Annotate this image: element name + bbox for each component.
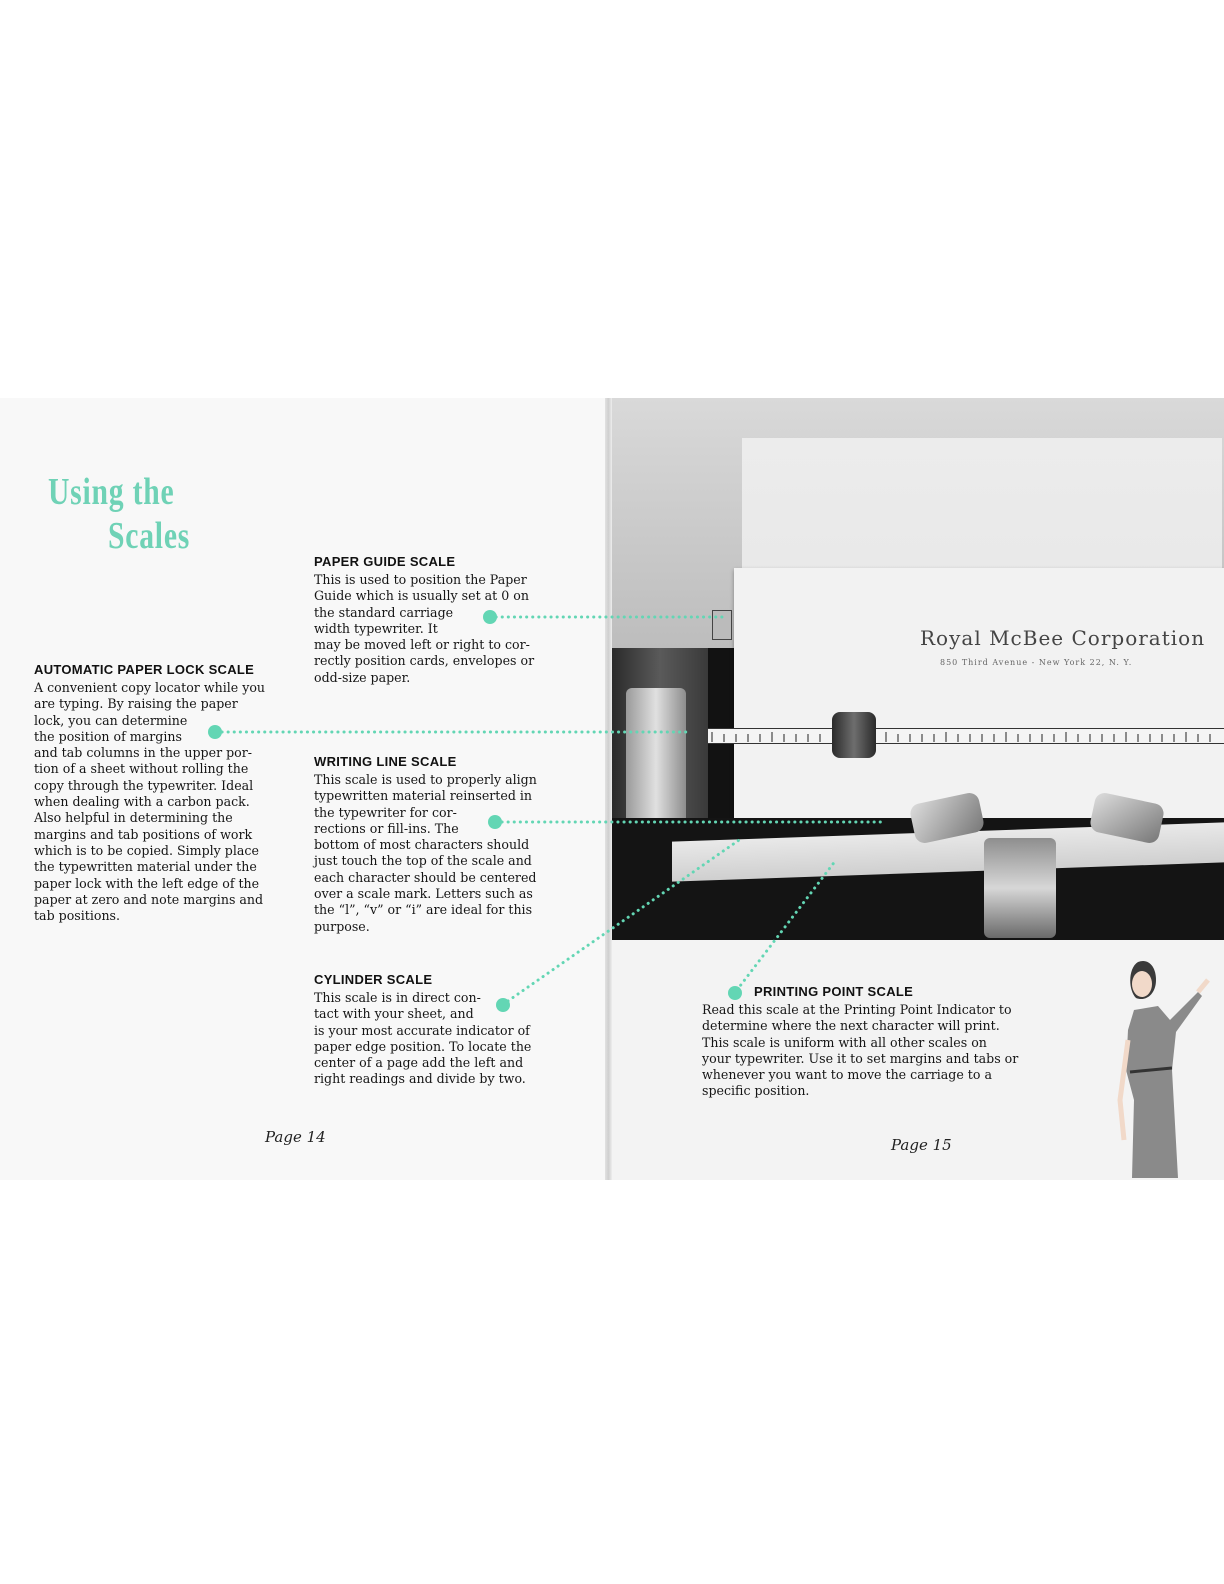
text-line: paper at zero and note margins and: [34, 891, 264, 907]
text-line: determine where the next character will print.: [702, 1018, 1000, 1034]
printing-point-callout-dot: [728, 986, 742, 1000]
text-line: tion of a sheet without rolling the: [34, 761, 249, 777]
text-line: rectly position cards, envelopes or: [314, 653, 535, 669]
text-line: typewritten material reinserted in: [314, 788, 533, 804]
paper-guide-callout-dot: [483, 610, 497, 624]
paper-lock-callout-dot: [208, 725, 222, 739]
text-line: purpose.: [314, 918, 370, 934]
cylinder-heading: CYLINDER SCALE: [314, 972, 433, 987]
text-line: margins and tab positions of work: [34, 826, 253, 842]
text-line: width typewriter. It: [314, 620, 438, 636]
paper-guide-heading: PAPER GUIDE SCALE: [314, 554, 456, 569]
text-line: are typing. By raising the paper: [34, 696, 238, 712]
text-line: the typewriter for cor-: [314, 804, 457, 820]
text-line: may be moved left or right to cor-: [314, 637, 530, 653]
text-line: lock, you can determine: [34, 712, 188, 728]
text-line: This scale is uniform with all other scales on: [702, 1034, 987, 1050]
text-line: Read this scale at the Printing Point Indicator to: [702, 1002, 1012, 1017]
text-line: which is to be copied. Simply place: [34, 842, 259, 858]
page-number-right: Page 15: [891, 1136, 952, 1154]
cylinder-callout-dot: [496, 998, 510, 1012]
text-line: center of a page add the left and: [314, 1055, 524, 1071]
text-line: A convenient copy locator while you: [34, 680, 266, 695]
page-number-left: Page 14: [265, 1128, 326, 1146]
pointing-woman-illustration: [1098, 950, 1218, 1178]
text-line: tact with your sheet, and: [314, 1006, 474, 1022]
text-line: bottom of most characters should: [314, 837, 530, 853]
cylinder-leader: [508, 838, 742, 1001]
writing-line-heading: WRITING LINE SCALE: [314, 754, 457, 769]
text-line: the “l”, “v” or “i” are ideal for this: [314, 902, 533, 918]
text-line: This scale is used to properly align: [314, 772, 537, 787]
text-line: odd-size paper.: [314, 669, 411, 685]
text-line: the position of margins: [34, 728, 182, 744]
text-line: tab positions.: [34, 908, 121, 924]
text-line: over a scale mark. Letters such as: [314, 886, 533, 902]
text-line: paper edge position. To locate the: [314, 1038, 532, 1054]
text-line: whenever you want to move the carriage to a: [702, 1067, 992, 1083]
text-line: Also helpful in determining the: [34, 810, 233, 826]
text-line: Guide which is usually set at 0 on: [314, 588, 529, 604]
text-line: just touch the top of the scale and: [314, 853, 532, 869]
text-line: paper lock with the left edge of the: [34, 875, 260, 891]
text-line: specific position.: [702, 1083, 810, 1099]
text-line: and tab columns in the upper por-: [34, 745, 253, 761]
text-line: This scale is in direct con-: [314, 990, 481, 1005]
text-line: rections or fill-ins. The: [314, 820, 459, 836]
printing-point-leader: [737, 860, 836, 990]
text-line: copy through the typewriter. Ideal: [34, 777, 254, 793]
text-line: when dealing with a carbon pack.: [34, 794, 250, 810]
text-line: each character should be centered: [314, 869, 537, 885]
paper-lock-heading: AUTOMATIC PAPER LOCK SCALE: [34, 662, 255, 677]
writing-line-callout-dot: [488, 815, 502, 829]
printing-point-heading: PRINTING POINT SCALE: [754, 984, 914, 999]
text-line: is your most accurate indicator of: [314, 1022, 530, 1038]
photo-address: 850 Third Avenue - New York 22, N. Y.: [940, 658, 1133, 667]
text-line: This is used to position the Paper: [314, 572, 527, 587]
page-title-line2: Scales: [108, 515, 191, 557]
text-line: the standard carriage: [314, 604, 454, 620]
photo-letterhead: Royal McBee Corporation: [920, 626, 1206, 650]
text-line: the typewritten material under the: [34, 859, 257, 875]
text-line: your typewriter. Use it to set margins and tabs or: [702, 1050, 1019, 1066]
text-line: right readings and divide by two.: [314, 1071, 526, 1087]
page-title-line1: Using the: [48, 471, 175, 513]
